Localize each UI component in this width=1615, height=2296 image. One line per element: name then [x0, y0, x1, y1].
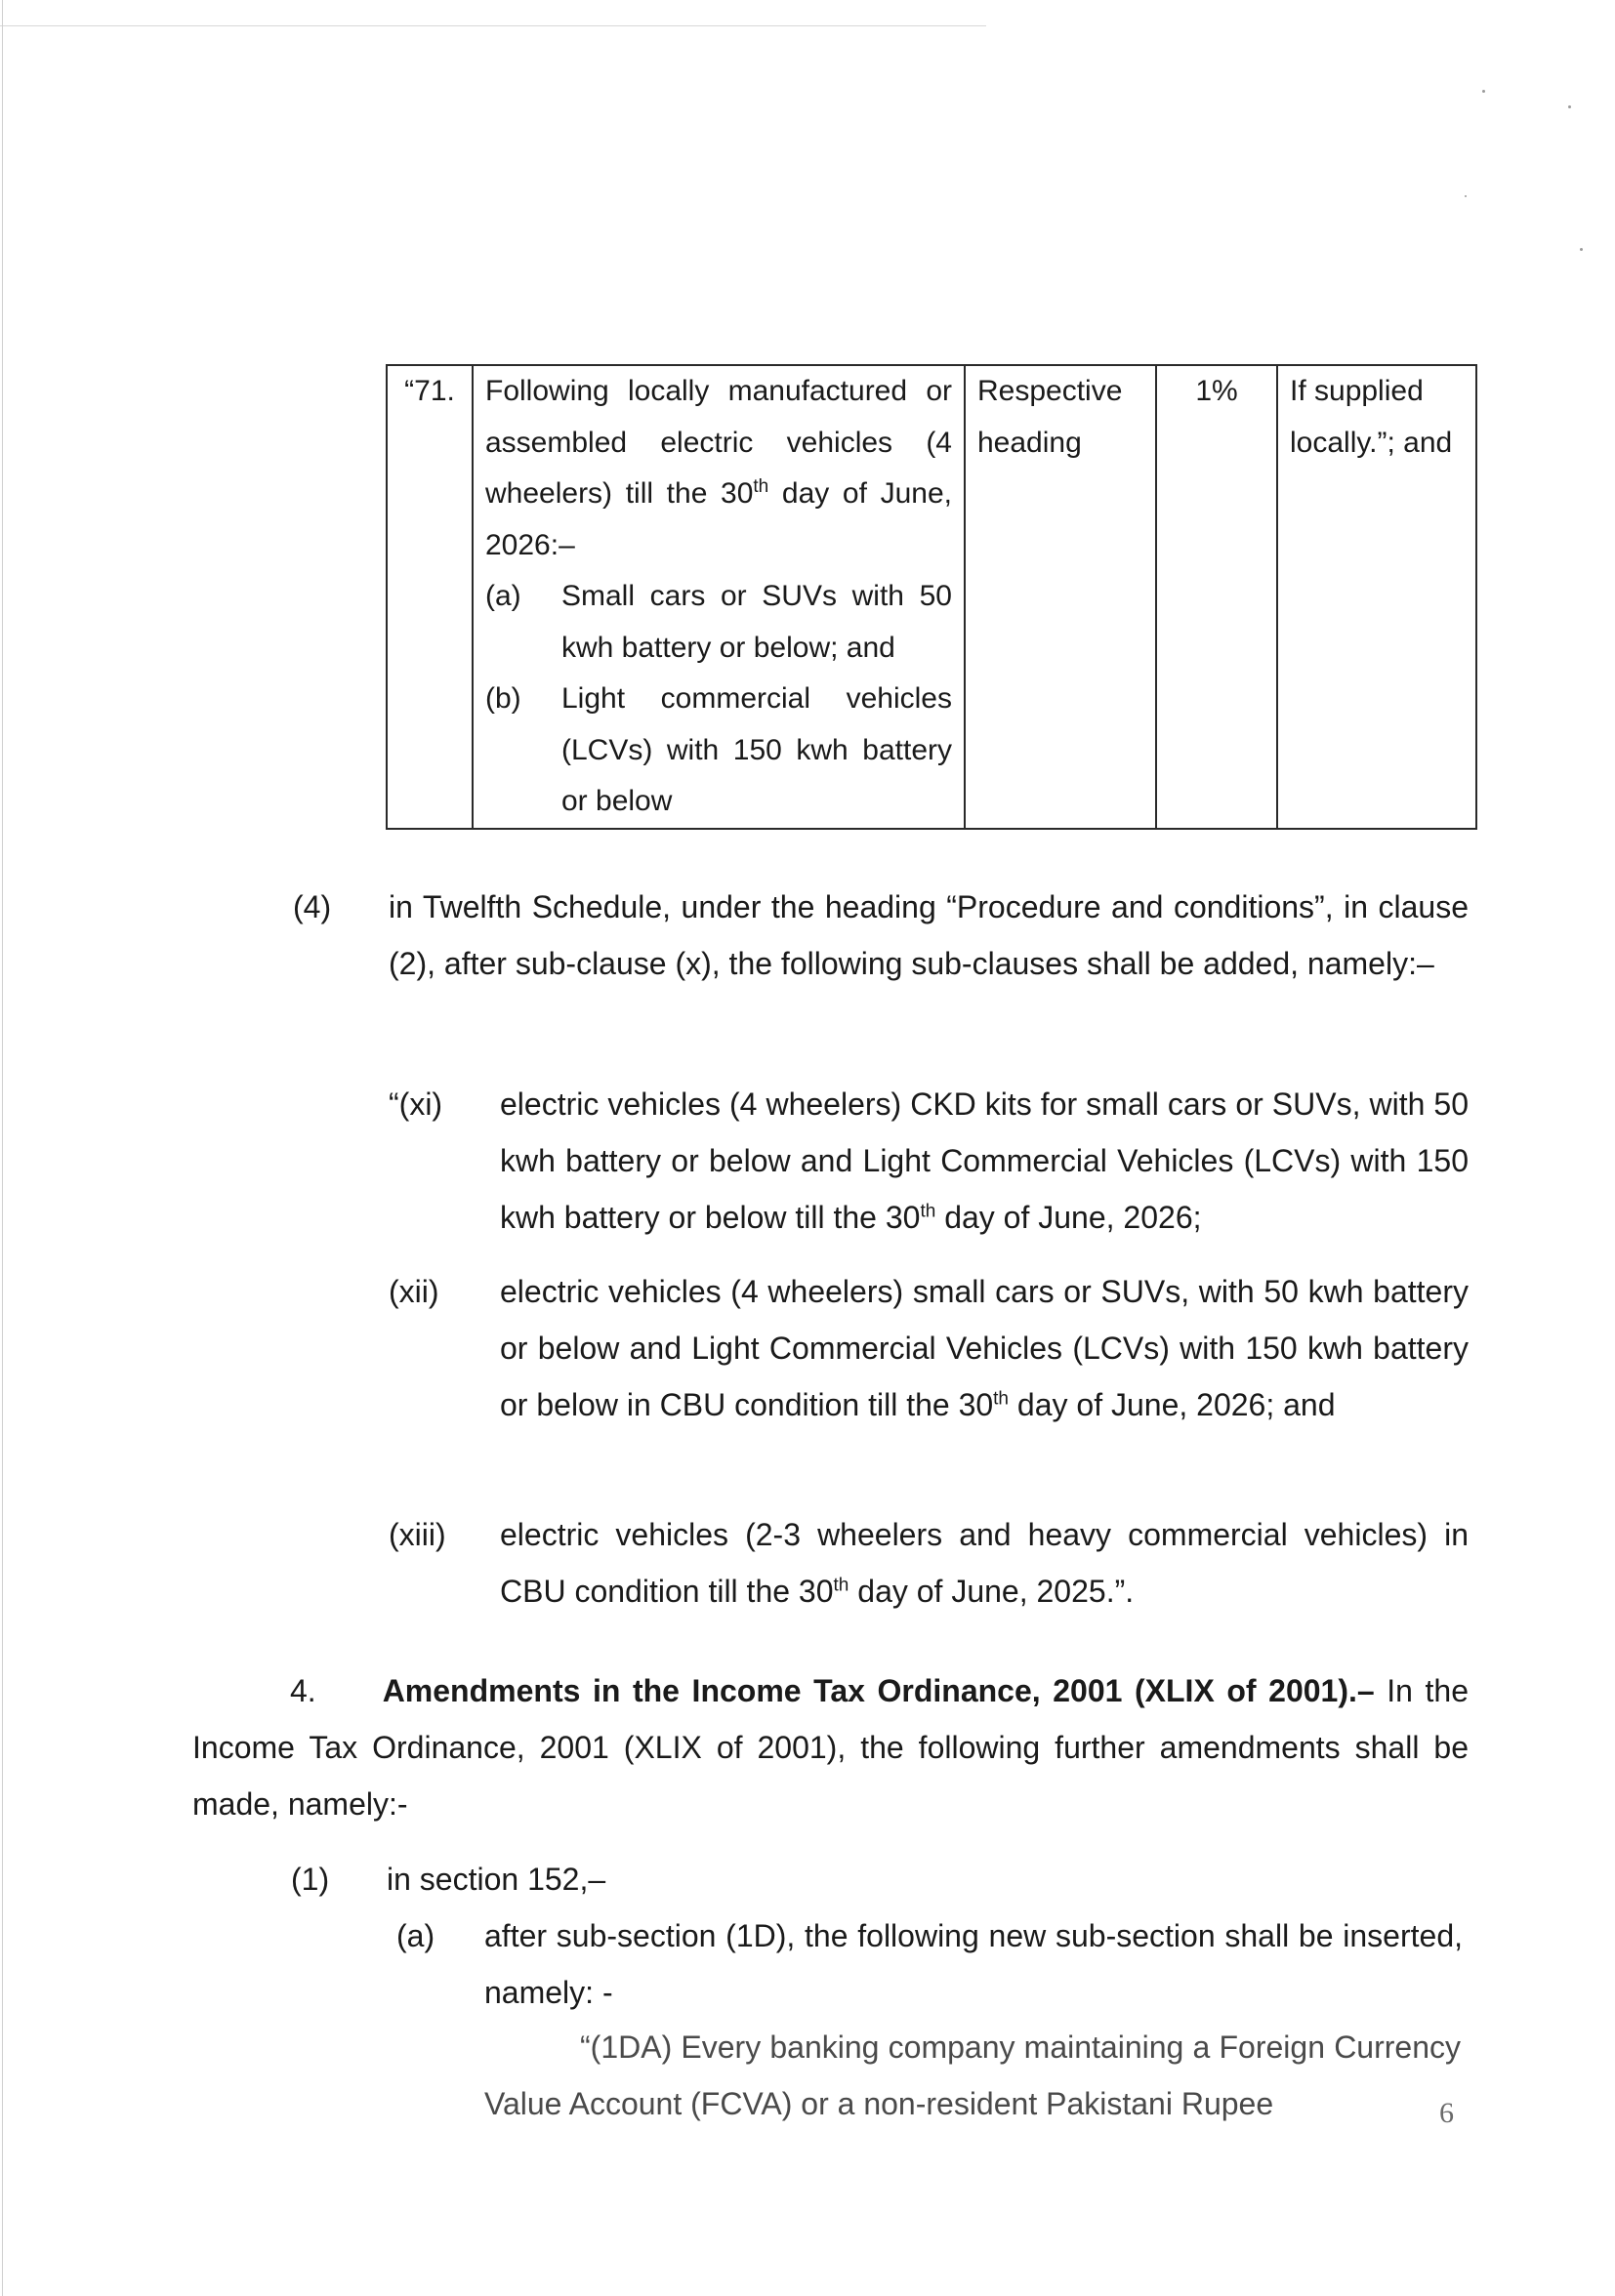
superscript: th	[753, 476, 769, 497]
serial-number: “71.	[404, 375, 455, 407]
scan-top-rule	[0, 25, 986, 26]
item-text: Small cars or SUVs with 50 kwh battery or below; and	[561, 580, 952, 664]
subclause-mark: “(xi)	[389, 1086, 443, 1122]
quoted-subsection: “(1DA) Every banking company maintaining a Foreign Currency Value Account (FCVA) or a non-resident Pakistani Rupee	[484, 2030, 1461, 2121]
superscript: th	[833, 1575, 849, 1596]
scan-speck	[1580, 248, 1583, 251]
subclause-text-after: day of June, 2026;	[935, 1200, 1202, 1235]
superscript: th	[920, 1201, 936, 1222]
serial-cell	[387, 365, 473, 829]
description-tail-text: day of June, 2026:–	[485, 477, 952, 561]
item-mark: (b)	[485, 682, 521, 715]
section-text: In the Income Tax Ordinance, 2001 (XLIX of 2001), the following further amendments shall be made, namely:-	[192, 1673, 1470, 1822]
schedule-table	[386, 364, 1477, 830]
section-heading: Amendments in the Income Tax Ordinance, 2001 (XLIX of 2001).–	[382, 1673, 1375, 1708]
item-mark: (a)	[396, 1918, 435, 1953]
subclause-text-before: electric vehicles (2-3 wheelers and heavy commercial vehicles) in CBU condition till the 30	[500, 1517, 1469, 1609]
description-intro	[485, 366, 952, 571]
scan-speck	[1465, 195, 1467, 197]
item-text: Light commercial vehicles (LCVs) with 150 kwh battery or below	[561, 682, 952, 817]
table-row	[387, 365, 1476, 829]
clause-text: in Twelfth Schedule, under the heading “Procedure and conditions”, in clause (2), after sub-clause (x), the following sub-clauses shall be added, namely:–	[389, 889, 1469, 981]
rate-text: 1%	[1195, 375, 1238, 407]
page-number: 6	[1439, 2097, 1454, 2129]
list-item	[485, 571, 952, 674]
item-number: (1)	[291, 1862, 330, 1897]
subclause-text-before: electric vehicles (4 wheelers) small cars or SUVs, with 50 kwh battery or below and Light Commercial Vehicles (LCVs) with 150 kwh battery or below in CBU condition till the 30	[500, 1274, 1469, 1422]
subclause-text	[500, 1263, 1469, 1433]
subclause-mark: (xiii)	[389, 1517, 446, 1552]
subclause-text-after: day of June, 2026; and	[1009, 1387, 1336, 1422]
heading-text: Respective heading	[977, 375, 1123, 459]
section-paragraph	[192, 1662, 1469, 1832]
condition-text: If supplied locally.”; and	[1290, 375, 1453, 459]
subclause-text	[500, 1506, 1469, 1620]
description-cell	[473, 365, 965, 829]
scan-speck	[1568, 105, 1571, 108]
subclause-mark: (xii)	[389, 1274, 439, 1309]
subclause-text-after: day of June, 2025.”.	[849, 1574, 1135, 1609]
rate-cell	[1156, 365, 1277, 829]
item-text: after sub-section (1D), the following new sub-section shall be inserted, namely: -	[484, 1918, 1463, 2010]
scan-speck	[1482, 90, 1485, 93]
subclause-text	[500, 1076, 1469, 1246]
scan-left-edge	[2, 0, 3, 2296]
section-number: 4.	[290, 1673, 316, 1708]
superscript: th	[993, 1388, 1010, 1410]
item-text: in section 152,–	[387, 1862, 606, 1897]
description-intro-text: Following locally manufactured or assembled electric vehicles (4 wheelers) till the 30	[485, 375, 952, 510]
heading-cell	[965, 365, 1156, 829]
subclause-text-before: electric vehicles (4 wheelers) CKD kits for small cars or SUVs, with 50 kwh battery or below and Light Commercial Vehicles (LCVs) with 150 kwh battery or below till the 30	[500, 1086, 1469, 1235]
list-item	[485, 674, 952, 828]
condition-cell	[1277, 365, 1476, 829]
clause-number: (4)	[293, 889, 332, 924]
item-mark: (a)	[485, 580, 521, 612]
